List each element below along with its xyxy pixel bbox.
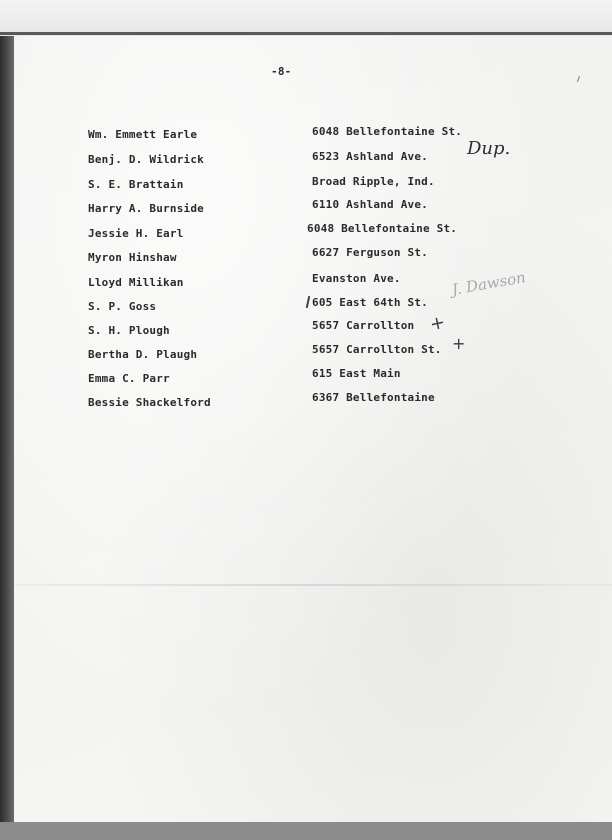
- entry-name: Myron Hinshaw: [88, 251, 177, 264]
- entry-name: S. P. Goss: [88, 300, 157, 313]
- entry-address: 6110 Ashland Ave.: [312, 198, 428, 211]
- entry-address: 6048 Bellefontaine St.: [312, 125, 463, 138]
- entry-name: Bessie Shackelford: [88, 396, 211, 409]
- entry-address: 5657 Carrollton: [312, 319, 415, 332]
- entry-address: 6523 Ashland Ave.: [312, 150, 428, 163]
- entry-name: Wm. Emmett Earle: [88, 128, 198, 141]
- entry-name: Jessie H. Earl: [88, 227, 184, 240]
- handwritten-plus-mark: +: [452, 334, 466, 353]
- entry-name: S. E. Brattain: [88, 178, 184, 191]
- entry-address: 6367 Bellefontaine: [312, 391, 435, 404]
- entry-name: S. H. Plough: [88, 324, 170, 337]
- entry-address: 615 East Main: [312, 367, 401, 380]
- entry-address: 6627 Ferguson St.: [312, 246, 428, 259]
- entry-address: Evanston Ave.: [312, 272, 401, 285]
- entry-name: Bertha D. Plaugh: [88, 348, 198, 361]
- entry-address: 605 East 64th St.: [312, 296, 428, 309]
- entry-address: Broad Ripple, Ind.: [312, 175, 435, 188]
- handwritten-dup-note: Dup.: [467, 138, 511, 159]
- handwritten-dawson-note: J. Dawson: [450, 268, 528, 299]
- entry-name: Benj. D. Wildrick: [88, 153, 204, 166]
- page-number: -8-: [271, 65, 292, 78]
- entry-name: Lloyd Millikan: [88, 276, 184, 289]
- entry-name: Emma C. Parr: [88, 372, 170, 385]
- entry-address: 5657 Carrollton St.: [312, 343, 442, 356]
- entry-name: Harry A. Burnside: [88, 202, 204, 215]
- handwritten-plus-mark: +: [427, 311, 448, 336]
- entry-address: 6048 Bellefontaine St.: [307, 222, 458, 235]
